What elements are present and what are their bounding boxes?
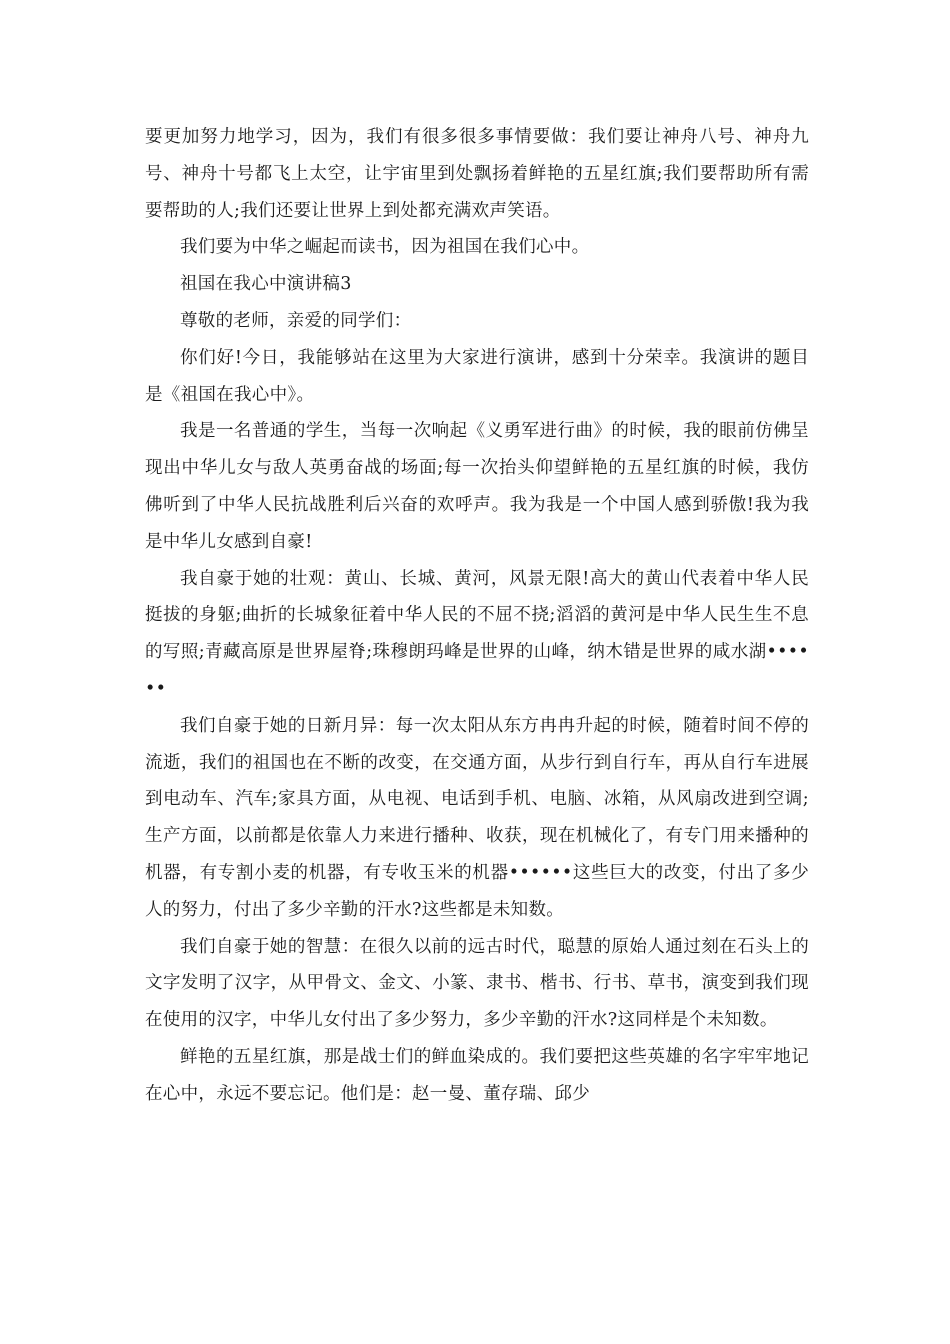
salutation: 尊敬的老师，亲爱的同学们： [180,310,412,331]
paragraph-2: 我们要为中华之崛起而读书，因为祖国在我们心中。 [180,237,590,258]
paragraph-pride: 我是一名普通的学生，当每一次响起《义勇军进行曲》的时候，我的眼前仿佛呈现出中华儿女与敌人英勇奋战的场面;每一次抬头仰望鲜艳的五星红旗的时候，我仿佛听到了中华人民抗战胜利后兴奋的欢呼声。我为我是一个中国人感到骄傲!我为我是中华儿女感到自豪! [145,421,809,552]
paragraph-wisdom: 我们自豪于她的智慧：在很久以前的远古时代，聪慧的原始人通过刻在石头上的文字发明了汉字，从甲骨文、金文、小篆、隶书、楷书、行书、草书，演变到我们现在使用的汉字，中华儿女付出了多少努力，多少辛勤的汗水?这同样是个未知数。 [145,936,809,1031]
paragraph-greeting: 你们好!今日，我能够站在这里为大家进行演讲，感到十分荣幸。我演讲的题目是《祖国在我心中》。 [145,347,809,405]
speech-title: 祖国在我心中演讲稿3 [180,274,352,295]
document-page [145,119,809,1113]
paragraph-heroes: 鲜艳的五星红旗，那是战士们的鲜血染成的。我们要把这些英雄的名字牢牢地记在心中，永远不要忘记。他们是：赵一曼、董存瑞、邱少 [145,1046,809,1104]
paragraph-1: 要更加努力地学习，因为，我们有很多很多事情要做：我们要让神舟八号、神舟九号、神舟十号都飞上太空，让宇宙里到处飘扬着鲜艳的五星红旗;我们要帮助所有需要帮助的人;我们还要让世界上到处都充满欢声笑语。 [145,127,809,221]
paragraph-progress: 我们自豪于她的日新月异：每一次太阳从东方冉冉升起的时候，随着时间不停的流逝，我们的祖国也在不断的改变，在交通方面，从步行到自行车，再从自行车进展到电动车、汽车;家具方面，从电视、电话到手机、电脑、冰箱，从风扇改进到空调;生产方面，以前都是依靠人力来进行播种、收获，现在机械化了，有专门用来播种的机器，有专割小麦的机器，有专收玉米的机器••••••这些巨大的改变，付出了多少人的努力，付出了多少辛勤的汗水?这些都是未知数。 [145,715,809,920]
paragraph-scenery: 我自豪于她的壮观：黄山、长城、黄河，风景无限!高大的黄山代表着中华人民挺拔的身躯;曲折的长城象征着中华人民的不屈不挠;滔滔的黄河是中华人民生生不息的写照;青藏高原是世界屋脊;珠穆朗玛峰是世界的山峰，纳木错是世界的咸水湖•••••• [145,568,809,699]
